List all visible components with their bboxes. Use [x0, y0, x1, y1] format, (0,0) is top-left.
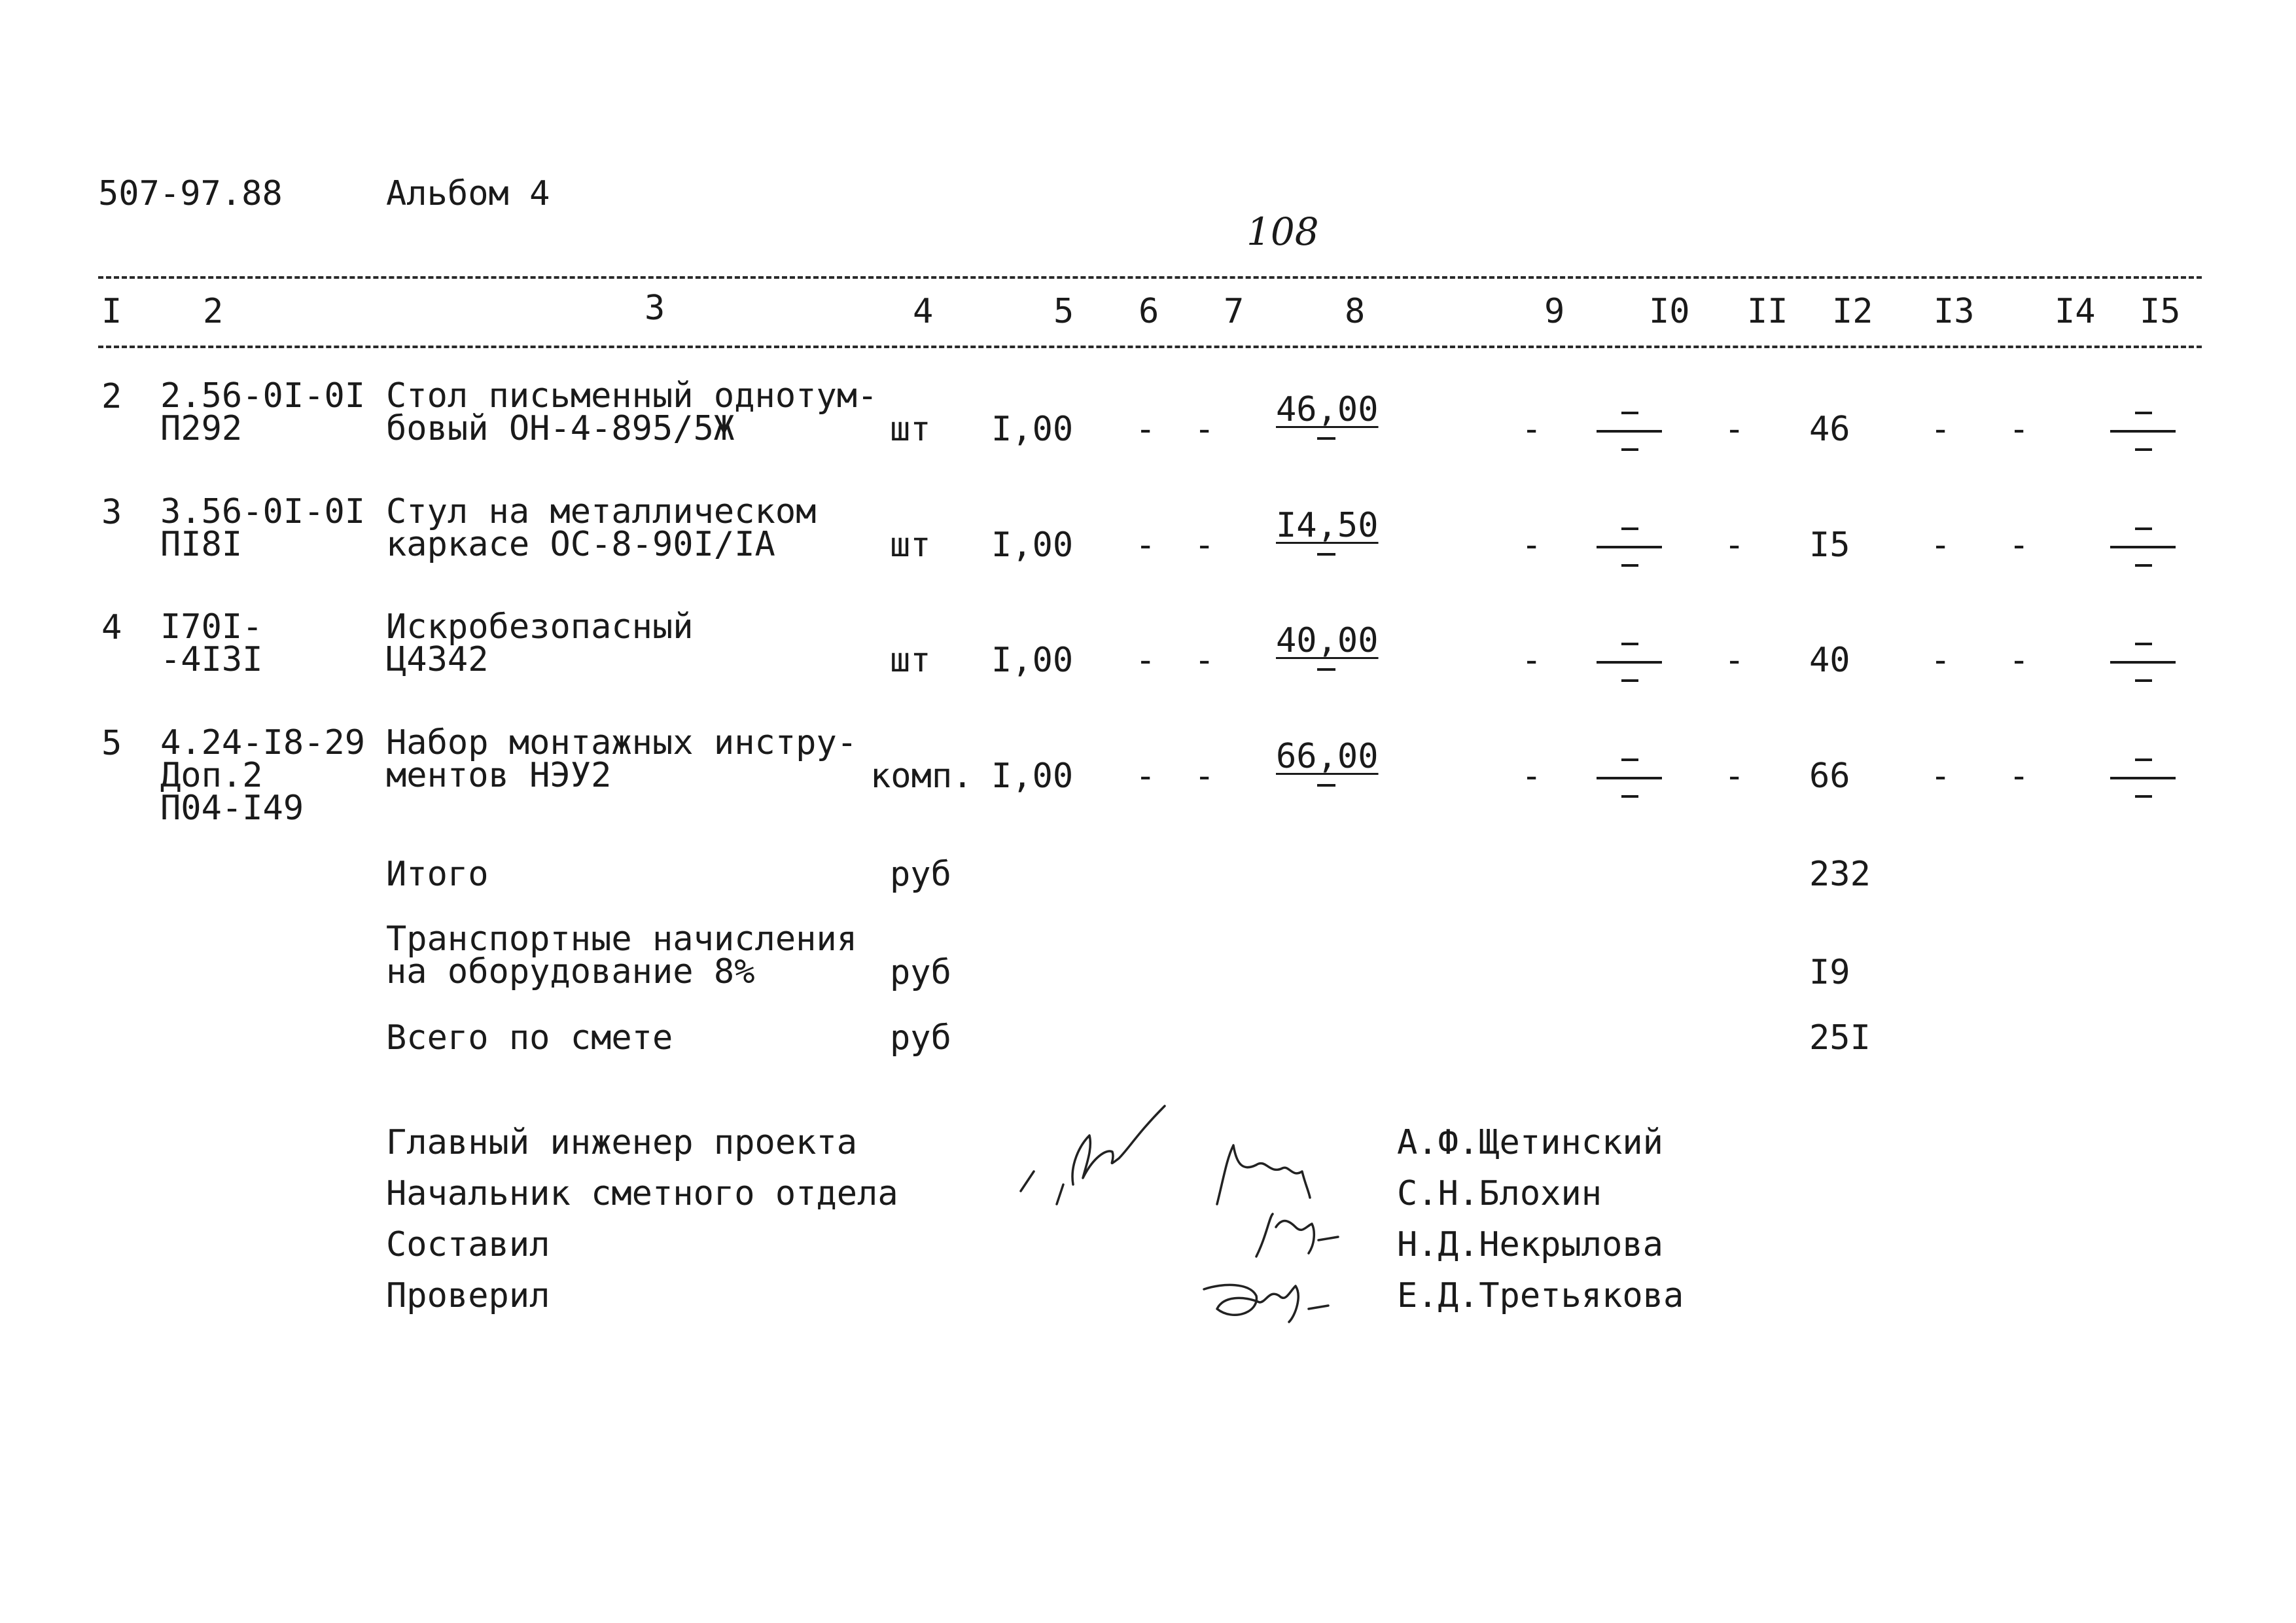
row-code-line: I70I-	[160, 607, 263, 647]
row-qty: I,00	[991, 757, 1074, 796]
col-header-4: 4	[913, 292, 934, 331]
price-denominator-dash	[1317, 668, 1335, 671]
row-name-line: каркасе ОС-8-90I/IА	[386, 525, 775, 564]
row-col11: -	[1724, 757, 1745, 796]
row-price: I4,50	[1276, 506, 1379, 545]
signature-role: Проверил	[386, 1276, 550, 1315]
row-total: 66	[1809, 757, 1850, 796]
row-price: 66,00	[1276, 737, 1379, 776]
fraction-dash-mark	[1597, 640, 1662, 686]
row-col11: -	[1724, 410, 1745, 449]
row-col9: -	[1521, 641, 1542, 680]
col-header-5: 5	[1053, 292, 1074, 331]
row-col14: -	[2009, 757, 2030, 796]
col-header-7: 7	[1224, 292, 1245, 331]
row-name	[386, 492, 817, 564]
col-header-8: 8	[1345, 292, 1366, 331]
row-price: 40,00	[1276, 621, 1379, 660]
row-code-line: П04-I49	[160, 789, 304, 828]
row-code-line: 4.24-I8-29	[160, 723, 366, 762]
row-col13: -	[1930, 757, 1951, 796]
col-header-1: I	[101, 292, 122, 331]
row-qty: I,00	[991, 641, 1074, 680]
header-rule-bottom	[98, 346, 2202, 348]
row-name	[386, 723, 858, 795]
fraction-dash-mark	[1597, 756, 1662, 802]
row-unit: шт	[890, 526, 931, 565]
row-number: 5	[101, 724, 122, 763]
summary-unit: руб	[890, 1018, 951, 1058]
handwritten-signatures	[1008, 1086, 1348, 1348]
row-col14: -	[2009, 410, 2030, 449]
row-col6: -	[1135, 757, 1156, 796]
col-header-9: 9	[1544, 292, 1565, 331]
row-col6: -	[1135, 641, 1156, 680]
row-col9: -	[1521, 757, 1542, 796]
row-code-line: -4I3I	[160, 640, 263, 679]
fraction-dash-mark	[2110, 640, 2176, 686]
col-header-13: I3	[1934, 292, 1975, 331]
price-denominator-dash	[1317, 437, 1335, 440]
row-name-line: Ц4342	[386, 640, 489, 679]
signature-person: Н.Д.Некрылова	[1397, 1225, 1663, 1264]
row-total: 46	[1809, 410, 1850, 449]
col-header-2: 2	[203, 292, 224, 331]
row-unit: шт	[890, 641, 931, 680]
row-name-line: Искробезопасный	[386, 607, 694, 647]
signature-role: Начальник сметного отдела	[386, 1174, 898, 1213]
price-denominator-dash	[1317, 784, 1335, 787]
row-unit: комп.	[870, 757, 973, 796]
summary-value: 232	[1809, 855, 1871, 894]
row-code-line: 2.56-0I-0I	[160, 376, 366, 416]
row-col11: -	[1724, 641, 1745, 680]
row-col7: -	[1194, 526, 1215, 565]
row-code-line: Доп.2	[160, 756, 263, 795]
row-name	[386, 376, 878, 448]
col-header-14: I4	[2055, 292, 2096, 331]
fraction-dash-mark	[1597, 409, 1662, 455]
summary-label-line: Транспортные начисления	[386, 919, 858, 959]
row-code-line: ПI8I	[160, 525, 243, 564]
row-col14: -	[2009, 641, 2030, 680]
signature-role: Составил	[386, 1225, 550, 1264]
row-code-line: П292	[160, 409, 243, 448]
row-code	[160, 492, 366, 564]
fraction-dash-mark	[2110, 525, 2176, 571]
signature-role: Главный инженер проекта	[386, 1123, 858, 1162]
row-name-line: Стул на металлическом	[386, 492, 817, 531]
row-name-line: ментов НЭУ2	[386, 756, 612, 795]
row-col7: -	[1194, 757, 1215, 796]
col-header-10: I0	[1649, 292, 1690, 331]
row-unit: шт	[890, 410, 931, 449]
row-price: 46,00	[1276, 390, 1379, 429]
summary-value: I9	[1809, 953, 1850, 992]
row-col11: -	[1724, 526, 1745, 565]
row-name-line: Стол письменный однотум-	[386, 376, 878, 416]
row-col9: -	[1521, 410, 1542, 449]
row-col7: -	[1194, 410, 1215, 449]
summary-value: 25I	[1809, 1018, 1871, 1058]
row-name-line: бовый ОН-4-895/5Ж	[386, 409, 735, 448]
row-col7: -	[1194, 641, 1215, 680]
summary-label	[386, 919, 858, 991]
fraction-dash-mark	[1597, 525, 1662, 571]
album-label: Альбом 4	[386, 174, 550, 213]
col-header-11: II	[1747, 292, 1788, 331]
col-header-3: 3	[645, 289, 665, 328]
signature-person: А.Ф.Щетинский	[1397, 1123, 1663, 1162]
row-name	[386, 607, 694, 679]
row-qty: I,00	[991, 410, 1074, 449]
summary-unit: руб	[890, 953, 951, 992]
price-denominator-dash	[1317, 553, 1335, 556]
page-number: 108	[1246, 209, 1319, 254]
row-number: 4	[101, 608, 122, 647]
document-code: 507-97.88	[98, 174, 283, 213]
summary-label-line: на оборудование 8%	[386, 952, 755, 991]
row-name-line: Набор монтажных инстру-	[386, 723, 858, 762]
row-code-line: 3.56-0I-0I	[160, 492, 366, 531]
summary-label: Итого	[386, 855, 489, 894]
header-rule-top	[98, 276, 2202, 279]
row-col13: -	[1930, 526, 1951, 565]
summary-label: Всего по смете	[386, 1018, 673, 1058]
row-total: I5	[1809, 526, 1850, 565]
fraction-dash-mark	[2110, 409, 2176, 455]
row-col14: -	[2009, 526, 2030, 565]
signature-person: С.Н.Блохин	[1397, 1174, 1602, 1213]
row-qty: I,00	[991, 526, 1074, 565]
row-total: 40	[1809, 641, 1850, 680]
col-header-6: 6	[1139, 292, 1159, 331]
row-code	[160, 376, 366, 448]
row-col13: -	[1930, 641, 1951, 680]
summary-unit: руб	[890, 855, 951, 894]
signature-person: Е.Д.Третьякова	[1397, 1276, 1684, 1315]
fraction-dash-mark	[2110, 756, 2176, 802]
col-header-15: I5	[2140, 292, 2181, 331]
row-number: 3	[101, 493, 122, 532]
row-col6: -	[1135, 526, 1156, 565]
row-code	[160, 723, 366, 828]
row-number: 2	[101, 377, 122, 416]
row-col9: -	[1521, 526, 1542, 565]
row-col6: -	[1135, 410, 1156, 449]
row-col13: -	[1930, 410, 1951, 449]
row-code	[160, 607, 263, 679]
col-header-12: I2	[1832, 292, 1873, 331]
